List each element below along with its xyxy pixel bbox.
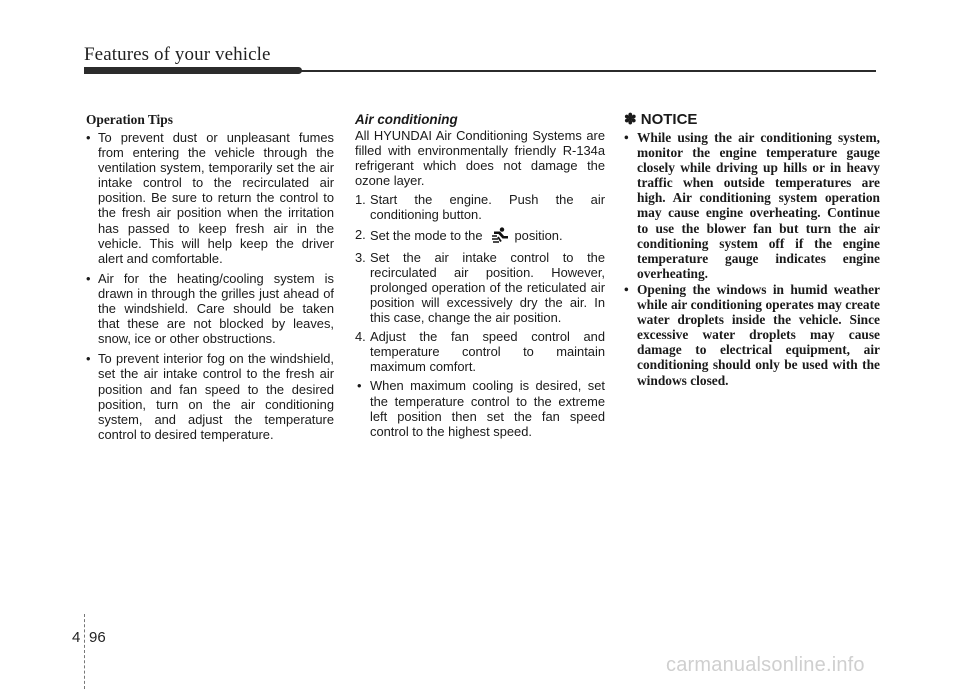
step-number: 4. — [355, 329, 366, 345]
notice-item — [624, 282, 880, 388]
ac-step — [355, 250, 605, 325]
air-conditioning-column — [355, 112, 605, 443]
ac-step — [355, 192, 605, 222]
ac-tip-bullet — [355, 378, 605, 438]
notice-item-text: While using the air conditioning system, monitor the engine temperature gauge closely while driving up hills or in heavy traffic when outside temperatures are high. Air conditioning system operation may cause engine overheating. Continue to use the blower fan but turn the air conditioning system off if the engine temperature gauge indicates engine overheating. — [637, 130, 880, 281]
operation-tips-column — [86, 112, 334, 447]
bullet-marker: • — [624, 130, 629, 145]
page-number: 96 — [89, 629, 106, 646]
ac-step-text: When maximum cooling is desired, set the temperature control to the extreme left position then set the fan speed control to the highest speed. — [370, 378, 605, 439]
operation-tip-item — [86, 130, 334, 266]
bullet-marker: • — [357, 378, 362, 394]
page-header-title: Features of your vehicle — [84, 44, 271, 65]
operation-tip-item — [86, 351, 334, 442]
ac-step-text-after: position. — [514, 227, 563, 243]
operation-tip-item — [86, 271, 334, 346]
operation-tip-text: To prevent dust or unpleasant fumes from entering the vehicle through the ventilation system, temporarily set the air intake control to the recirculated air position. Be sure to return the control to the fresh air position when the irritation has passed to keep fresh air in the vehicle. This will help keep the driver alert and comfortable. — [98, 130, 334, 266]
watermark: carmanualsonline.info — [666, 654, 865, 676]
bullet-marker: • — [86, 351, 91, 367]
ac-step — [355, 329, 605, 374]
bullet-marker: • — [86, 270, 91, 286]
ac-step — [355, 227, 605, 246]
ac-step-text: Set the mode to the — [370, 227, 483, 243]
notice-column — [624, 112, 880, 389]
ac-step-text: Adjust the fan speed control and temperature control to maintain maximum comfort. — [370, 329, 605, 375]
header-rule-thick — [84, 67, 302, 74]
notice-item-text: Opening the windows in humid weather while air conditioning operates may create water droplets inside the vehicle. Since excessive water droplets may cause damage to electrical equipment, air conditioning should only be used with the windows closed. — [637, 281, 880, 388]
bullet-marker: • — [86, 130, 91, 145]
ac-step-text: Start the engine. Push the air conditioning button. — [370, 192, 605, 223]
step-number: 2. — [355, 226, 366, 242]
floor-vent-mode-icon — [489, 227, 511, 246]
operation-tip-text: To prevent interior fog on the windshield, set the air intake control to the fresh air position and fan speed to the desired position, turn on the air conditioning system, and adjust the temperature control to desired temperature. — [98, 351, 334, 442]
air-conditioning-heading: Air conditioning — [355, 112, 458, 127]
bullet-marker: • — [624, 281, 629, 297]
operation-tips-heading: Operation Tips — [86, 112, 173, 127]
step-number: 1. — [355, 192, 366, 208]
operation-tip-text: Air for the heating/cooling system is drawn in through the grilles just ahead of the windshield. Care should be taken that these are not blocked by leaves, snow, ice or other obstructions. — [98, 270, 334, 347]
notice-title-text: NOTICE — [640, 111, 698, 128]
ac-step-text: Set the air intake control to the recirculated air position. However, prolonged operation of the reticulated air position will excessively dry the air. In this case, change the air position. — [370, 249, 605, 326]
air-conditioning-intro: All HYUNDAI Air Conditioning Systems are filled with environmentally friendly R-134a refrigerant which does not damage the ozone layer. — [355, 128, 605, 189]
notice-symbol: ✽ — [624, 111, 637, 128]
notice-heading — [624, 112, 880, 128]
header-rule-thin — [298, 70, 876, 72]
chapter-number: 4 — [72, 629, 81, 646]
notice-item — [624, 130, 880, 281]
step-number: 3. — [355, 249, 366, 265]
page-number-divider — [84, 614, 85, 689]
